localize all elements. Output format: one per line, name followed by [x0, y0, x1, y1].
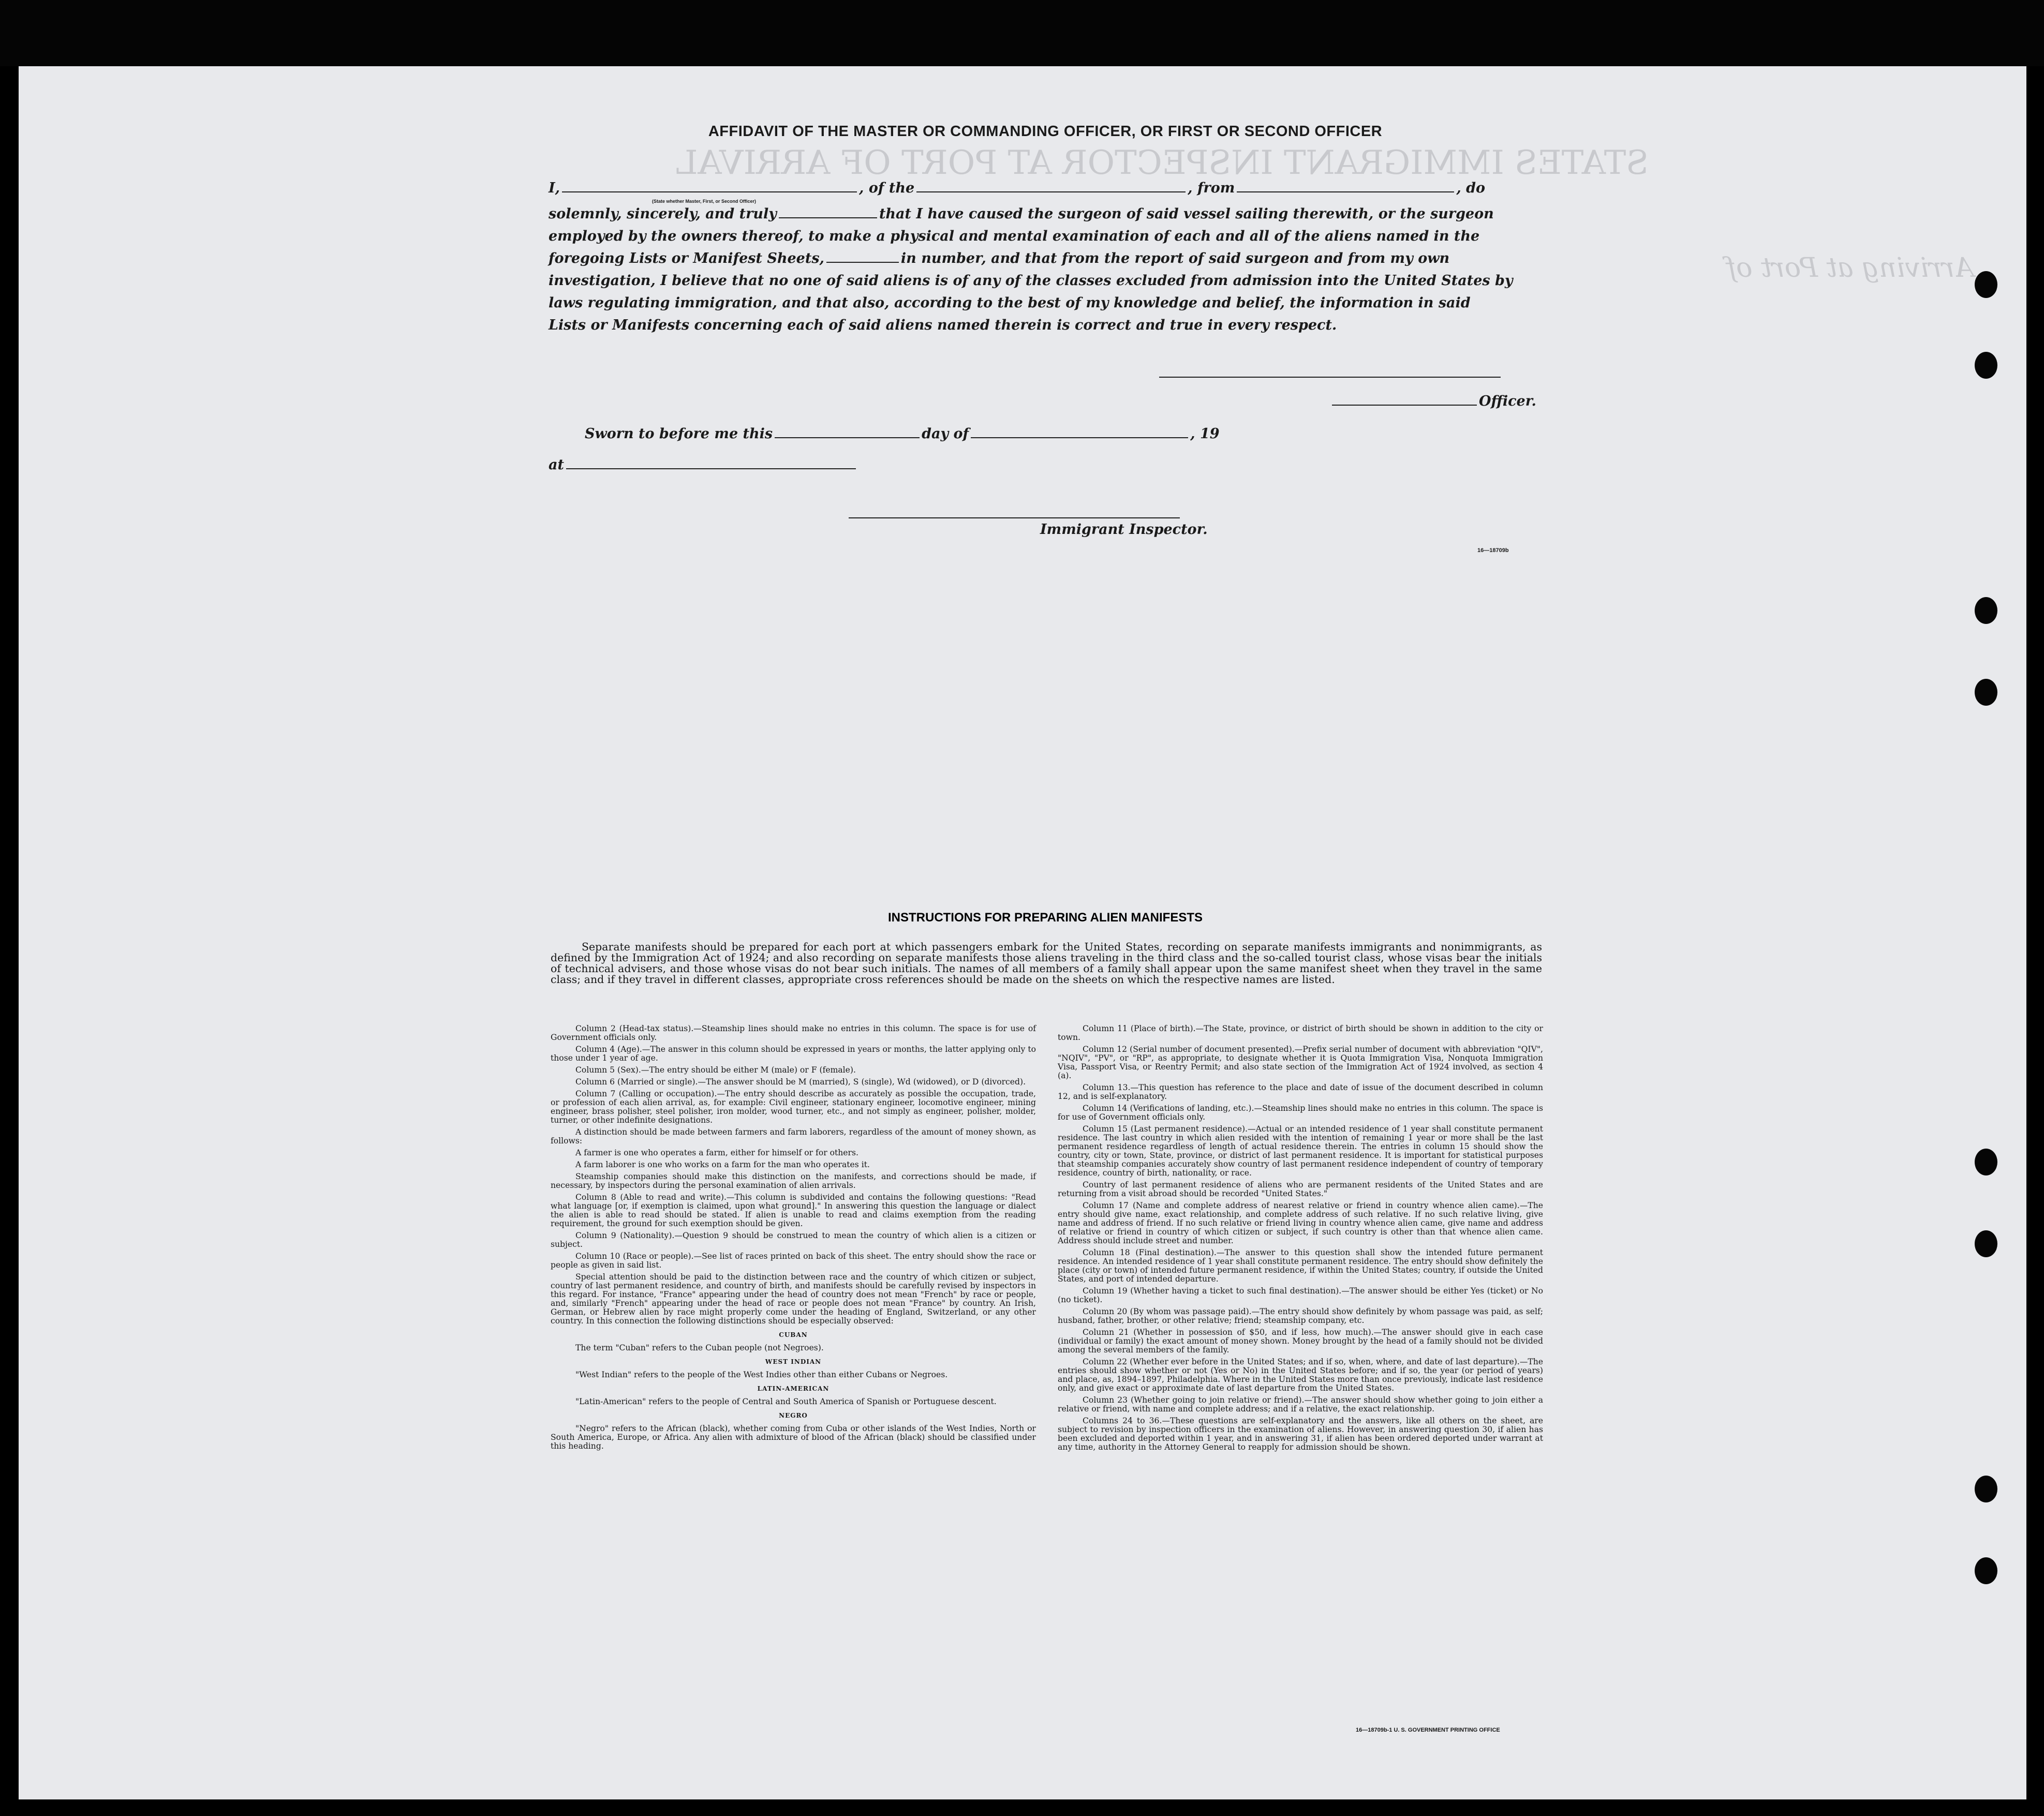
officer-name-field[interactable]	[1332, 393, 1477, 406]
sheet-count-field[interactable]	[826, 250, 899, 263]
inspector-signature-line[interactable]	[849, 517, 1180, 518]
officer-line: Officer.	[1330, 393, 1536, 409]
bleed-through-heading: STATES IMMIGRANT INSPECTOR AT PORT OF ARRIVAL	[676, 144, 1649, 182]
instruction-paragraph: Column 10 (Race or people).—See list of races printed on back of this sheet. The entry should show the race or people as given in said list.	[551, 1252, 1036, 1270]
affidavit-line-3: employed by the owners thereof, to make a physical and mental examination of each and all of the aliens named in the	[549, 228, 1480, 244]
sworn-line: Sworn to before me this day of , 19	[585, 426, 1220, 442]
instruction-paragraph: Columns 24 to 36.—These questions are self-explanatory and the answers, like all others on the sheet, are subject to revision by inspection officers in the examination of aliens. However, in answering question 30, if alien has been excluded and deported within 1 year, and in answering 31, if alien has been ordered deported under warrant at any time, authority in the Attorney General to reapply for admission should be shown.	[1058, 1416, 1543, 1452]
from-port-field[interactable]	[1237, 180, 1454, 192]
latin-american-definition: "Latin-American" refers to the people of Central and South America of Spanish or Portuguese descent.	[575, 1397, 997, 1406]
affidavit-line-1: I, , of the , from , do	[549, 180, 1486, 196]
affidavit-line-7: Lists or Manifests concerning each of said aliens named therein is correct and true in every respect.	[549, 317, 1337, 333]
instruction-paragraph: Column 14 (Verifications of landing, etc.).—Steamship lines should make no entries in this column. The space is for use of Government officials only.	[1058, 1104, 1543, 1122]
binder-hole	[1975, 1557, 1997, 1584]
binder-hole	[1975, 1476, 1997, 1502]
vessel-field[interactable]	[916, 180, 1186, 192]
binder-hole	[1975, 679, 1997, 706]
officer-signature-line[interactable]	[1159, 377, 1501, 378]
instructions-left-column	[551, 1024, 1036, 1454]
instruction-paragraph: Column 23 (Whether going to join relative or friend).—The answer should show whether going to join either a relative or friend, with name and complete address; and if a relative, the exact relationship.	[1058, 1395, 1543, 1413]
instruction-paragraph: Column 5 (Sex).—The entry should be either M (male) or F (female).	[575, 1065, 856, 1075]
instructions-title: INSTRUCTIONS FOR PREPARING ALIEN MANIFESTS	[887, 911, 1203, 925]
cuban-heading: CUBAN	[779, 1331, 808, 1338]
officer-rank-caption: (State whether Master, First, or Second Officer)	[652, 199, 757, 204]
instruction-paragraph: Column 9 (Nationality).—Question 9 should be construed to mean the country of which alien is a citizen or subject.	[551, 1231, 1036, 1249]
instruction-paragraph: Country of last permanent residence of aliens who are permanent residents of the United States and are returning from a visit abroad should be recorded "United States."	[1058, 1180, 1543, 1198]
officer-rank-field[interactable]	[562, 180, 857, 192]
scan-border-top	[0, 0, 2044, 66]
affidavit-form-code: 16—18709b	[1477, 547, 1509, 554]
instruction-paragraph: Column 8 (Able to read and write).—This column is subdivided and contains the following questions: "Read what language [or, if exemption is claimed, upon what ground]." In answering this question the language or dialect the alien is able to read should be stated. If alien is unable to read and claims exemption from the reading requirement, the ground for such exemption should be given.	[551, 1193, 1036, 1228]
at-line: at	[549, 457, 858, 473]
instruction-paragraph: Column 4 (Age).—The answer in this column should be expressed in years or months, the latter applying only to those under 1 year of age.	[551, 1045, 1036, 1063]
instruction-paragraph: Column 17 (Name and complete address of nearest relative or friend in country whence alien came).—The entry should give name, exact relationship, and complete address of such relative. If no such relative living, give name and address of friend. If no such relative or friend living in country whence alien came, give name and address of relative or friend in country of which citizen or subject, if such country is other than that whence alien came. Address should include street and number.	[1058, 1201, 1543, 1245]
instruction-paragraph: Column 13.—This question has reference to the place and date of issue of the document described in column 12, and is self-explanatory.	[1058, 1083, 1543, 1101]
binder-hole	[1975, 1149, 1997, 1175]
instruction-paragraph: Column 6 (Married or single).—The answer should be M (married), S (single), Wd (widowed), or D (divorced).	[575, 1077, 1026, 1086]
instruction-paragraph: Steamship companies should make this distinction on the manifests, and corrections should be made, if necessary, by inspectors during the personal examination of alien arrivals.	[551, 1172, 1036, 1190]
binder-hole	[1975, 597, 1997, 624]
cuban-definition: The term "Cuban" refers to the Cuban people (not Negroes).	[575, 1343, 824, 1352]
latin-american-heading: LATIN-AMERICAN	[757, 1385, 830, 1392]
instructions-intro: Separate manifests should be prepared for each port at which passengers embark for the United States, recording on separate manifests immigrants and nonimmigrants, as defined by the Immigration Act of 1924; and also recording on separate manifests those aliens traveling in the third class and the so-called tourist class, whose visas bear the initials of technical advisers, and those whose visas do not bear such initials. The names of all members of a family shall appear upon the same manifest sheet when they travel in the same class; and if they travel in different classes, appropriate cross references should be made on the sheets on which the respective names are listed.	[551, 941, 1542, 986]
instruction-paragraph: Special attention should be paid to the distinction between race and the country of which citizen or subject, country of last permanent residence, and country of birth, and manifests should be carefully revised by inspectors in this regard. For instance, "France" appearing under the head of country does not mean "French" by race or people, and, similarly "French" appearing under the head of race or people does not mean "France" by country. An Irish, German, or Hebrew alien by race might properly come under the heading of England, Switzerland, or any other country. In this connection the following distinctions should be especially observed:	[551, 1272, 1036, 1326]
at-place-field[interactable]	[566, 457, 856, 469]
instruction-paragraph: Column 22 (Whether ever before in the United States; and if so, when, where, and date of last departure).—The entries should show whether or not (Yes or No) in the United States before; and if so, the year (or period of years) and place, as, 1894–1897, Philadelphia. Where in the United States more than once previously, indicate last residence only, and give exact or approximate date of last departure from the United States.	[1058, 1357, 1543, 1393]
instruction-paragraph: A distinction should be made between farmers and farm laborers, regardless of the amount of money shown, as follows:	[551, 1127, 1036, 1145]
inspector-label: Immigrant Inspector.	[1040, 522, 1208, 538]
affidavit-line-5: investigation, I believe that no one of said aliens is of any of the classes excluded from admission into the United States by	[549, 273, 1513, 289]
instruction-paragraph: A farmer is one who operates a farm, either for himself or for others.	[575, 1148, 858, 1157]
instruction-paragraph: Column 11 (Place of birth).—The State, province, or district of birth should be shown in addition to the city or town.	[1058, 1024, 1543, 1042]
affidavit-line-4: foregoing Lists or Manifest Sheets, in number, and that from the report of said surgeon and from my own	[549, 250, 1450, 266]
instruction-paragraph: Column 19 (Whether having a ticket to such final destination).—The answer should be either Yes (ticket) or No (no ticket).	[1058, 1286, 1543, 1304]
sincerely-field[interactable]	[779, 206, 877, 218]
instruction-paragraph: A farm laborer is one who works on a farm for the man who operates it.	[575, 1160, 870, 1169]
instruction-paragraph: Column 20 (By whom was passage paid).—The entry should show definitely by whom passage was paid, as self; husband, father, brother, or other relative; friend; steamship company, etc.	[1058, 1307, 1543, 1325]
binder-hole	[1975, 352, 1997, 379]
affidavit-title: AFFIDAVIT OF THE MASTER OR COMMANDING OFFICER, OR FIRST OR SECOND OFFICER	[708, 123, 1383, 140]
instruction-paragraph: Column 2 (Head-tax status).—Steamship lines should make no entries in this column. The space is for use of Government officials only.	[551, 1024, 1036, 1042]
sworn-month-field[interactable]	[971, 426, 1188, 438]
printing-office-code: 16—18709b-1 U. S. GOVERNMENT PRINTING OFFICE	[1356, 1727, 1500, 1733]
instruction-paragraph: Column 21 (Whether in possession of $50, and if less, how much).—The answer should give in each case (individual or family) the exact amount of money shown. Money brought by the head of a family should not be divided among the several members of the family.	[1058, 1328, 1543, 1354]
instruction-paragraph: Column 7 (Calling or occupation).—The entry should describe as accurately as possible the occupation, trade, or profession of each alien arrival, as, for example: Civil engineer, stationary engineer, locomotive engineer, mining engineer, brass polisher, steel polisher, iron molder, wood turner, etc., and not simply as engineer, polisher, molder, turner, or other indefinite designations.	[551, 1089, 1036, 1125]
negro-definition: "Negro" refers to the African (black), whether coming from Cuba or other islands of the West Indies, North or South America, Europe, or Africa. Any alien with admixture of blood of the African (black) should be classified under this heading.	[551, 1424, 1036, 1451]
instructions-right-column	[1058, 1024, 1543, 1455]
bleed-through-port: Arriving at Port of	[1726, 252, 1974, 284]
negro-heading: NEGRO	[779, 1412, 808, 1419]
west-indian-definition: "West Indian" refers to the people of the West Indies other than either Cubans or Negroes.	[575, 1370, 948, 1379]
sworn-day-field[interactable]	[775, 426, 920, 438]
west-indian-heading: WEST INDIAN	[765, 1358, 822, 1365]
affidavit-line-6: laws regulating immigration, and that also, according to the best of my knowledge and belief, the information in said	[549, 295, 1471, 311]
binder-hole	[1975, 271, 1997, 298]
affidavit-line-2: solemnly, sincerely, and truly that I have caused the surgeon of said vessel sailing therewith, or the surgeon	[549, 206, 1494, 222]
instruction-paragraph: Column 18 (Final destination).—The answer to this question shall show the intended future permanent residence. An intended residence of 1 year shall constitute permanent residence. The entry should show definitely the place (city or town) of intended future permanent residence, if within the United States; country, if outside the United States, and port of intended departure.	[1058, 1248, 1543, 1284]
instruction-paragraph: Column 15 (Last permanent residence).—Actual or an intended residence of 1 year shall constitute permanent residence. The last country in which alien resided with the intention of remaining 1 year or more shall be the last permanent residence regardless of length of actual residence therein. The entries in column 15 should show the country, city or town, State, province, or district of last permanent residence. It is important for statistical purposes that steamship companies accurately show country of last permanent residence independent of country of temporary residence, country of birth, nationality, or race.	[1058, 1124, 1543, 1178]
binder-hole	[1975, 1230, 1997, 1257]
instruction-paragraph: Column 12 (Serial number of document presented).—Prefix serial number of document with abbreviation "QIV", "NQIV", "PV", or "RP", as appropriate, to designate whether it is Quota Immigration Visa, Nonquota Immigration Visa, Passport Visa, or Reentry Permit; and also state section of the Immigration Act of 1924 involved, as section 4 (a).	[1058, 1045, 1543, 1080]
